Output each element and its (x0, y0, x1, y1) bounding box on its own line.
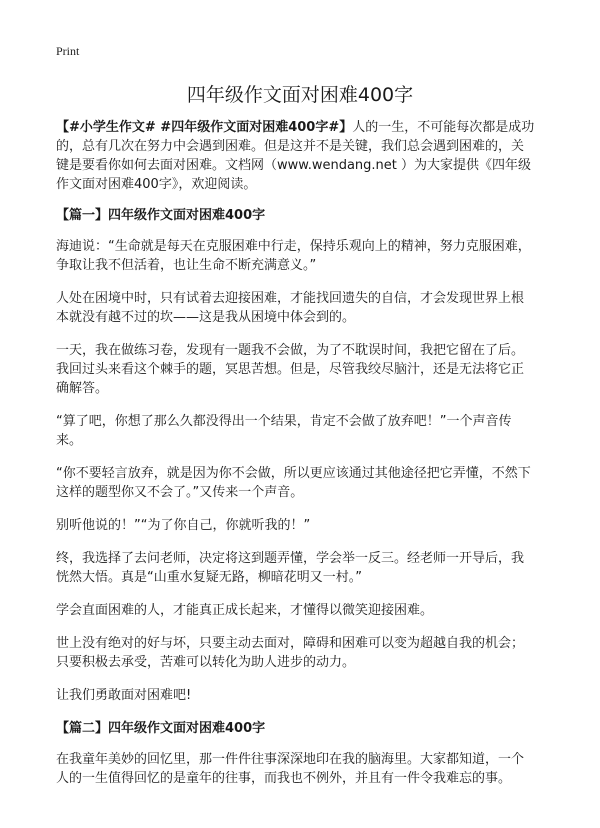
page-title: 四年级作文面对困难400字 (186, 84, 414, 106)
article-body (56, 118, 536, 802)
paragraph: 在我童年美妙的回忆里，那一件件往事深深地印在我的脑海里。大家都知道，一个人的一生值得回忆的是童年的往事，而我也不例外，并且有一件令我难忘的事。 (56, 752, 525, 786)
paragraph: 让我们勇敢面对困难吧! (56, 688, 192, 703)
paragraph: 终，我选择了去问老师，决定将这到题弄懂，学会举一反三。经老师一开导后，我恍然大悟。真是“山重水复疑无路，柳暗花明又一村。” (56, 551, 525, 585)
paragraph: 人处在困境中时，只有试着去迎接困难，才能找回遗失的自信，才会发现世界上根本就没有越不过的坎——这是我从困境中体会到的。 (56, 291, 525, 325)
paragraph: 海迪说：“生命就是每天在克服困难中行走，保持乐观向上的精神，努力克服困难，争取让我不但活着，也让生命不断充满意义。” (56, 239, 531, 273)
intro-tagline: 【#小学生作文# #四年级作文面对困难400字#】 (56, 120, 353, 135)
section-heading-2: 【篇二】四年级作文面对困难400字 (56, 721, 266, 736)
paragraph: 一天，我在做练习卷，发现有一题我不会做，为了不耽误时间，我把它留在了后。我回过头来看这个棘手的题，冥思苦想。但是，尽管我绞尽脑汁，还是无法将它正确解答。 (56, 343, 525, 396)
paragraph: “你不要轻言放弃，就是因为你不会做，所以更应该通过其他途径把它弄懂，不然下这样的题型你又不会了。”又传来一个声音。 (56, 466, 531, 500)
paragraph: “算了吧，你想了那么久都没得出一个结果，肯定不会做了放弃吧！”一个声音传来。 (56, 414, 512, 448)
paragraph: 学会直面困难的人，才能真正成长起来，才懂得以微笑迎接困难。 (56, 603, 434, 618)
paragraph: 世上没有绝对的好与坏，只要主动去面对，障碍和困难可以变为超越自我的机会；只要积极去承受，苦难可以转化为助人进步的动力。 (56, 636, 525, 670)
intro-paragraph (56, 118, 536, 194)
paragraph: 别听他说的！”“为了你自己，你就听我的！” (56, 518, 311, 533)
section-heading-1: 【篇一】四年级作文面对困难400字 (56, 208, 266, 223)
print-link[interactable]: Print (56, 44, 80, 58)
intro-text: 人的一生，不可能每次都是成功的，总有几次在努力中会遇到困难。但是这并不是关键，我们总会遇到困难的，关键是要看你如何去面对困难。文档网（www.wendang.net ）为大家提供《四年级作文面对困难400字》，欢迎阅读。 (56, 120, 535, 192)
